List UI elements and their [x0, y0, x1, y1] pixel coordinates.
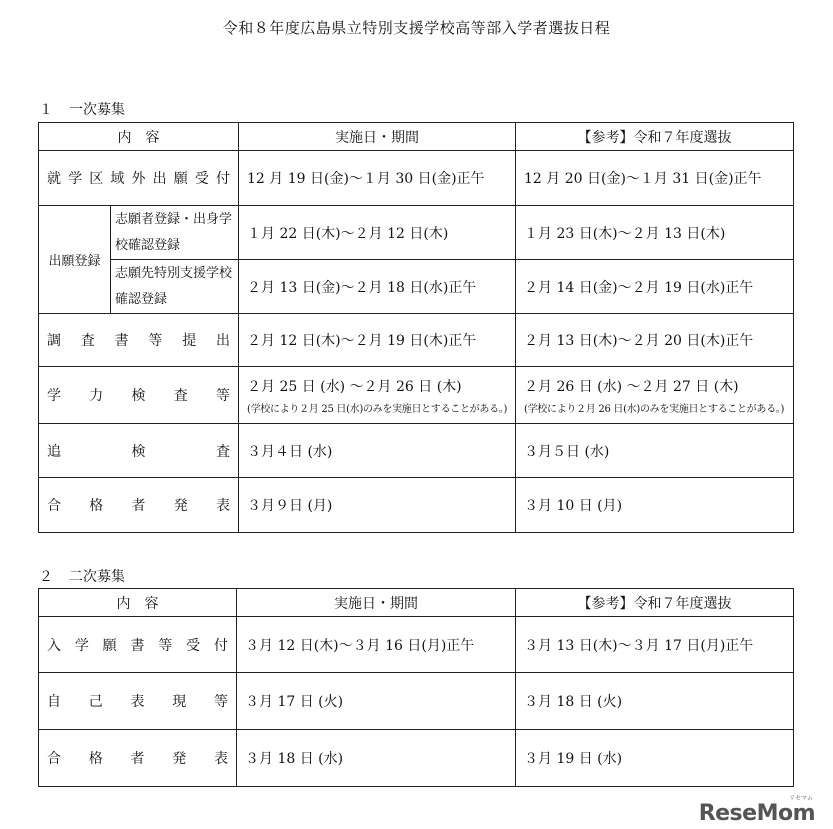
label-char: 表: [130, 694, 145, 710]
first-round-table: [38, 122, 794, 533]
label-char: 区: [89, 171, 104, 187]
table-row: [39, 673, 794, 730]
spaced-label: [47, 385, 230, 405]
section-number: １: [39, 102, 53, 118]
reference-date: ２月 26 日 (水) ～２月 27 日 (木): [524, 378, 739, 395]
row-label: [39, 151, 239, 206]
resemom-logo: [698, 795, 815, 826]
label-char: 受: [186, 637, 201, 654]
reference-date: ２月 14 日(金)～２月 19 日(水)正午: [516, 260, 794, 314]
current-note: (学校により２月 25 日(水)のみを実施日とすることがある。): [247, 403, 508, 415]
section-heading-second: [39, 566, 125, 586]
spaced-label: [47, 330, 230, 350]
current-date: ３月９日 (月): [239, 478, 516, 533]
label-char: 力: [89, 388, 104, 404]
label-char: 己: [88, 694, 103, 710]
header-content: 内 容: [39, 589, 237, 617]
sub-label: 志願先特別支援学校確認登録: [111, 260, 239, 314]
label-char: 調: [47, 333, 61, 349]
sub-label: 志願者登録・出身学校確認登録: [111, 206, 239, 260]
label-char: 出: [152, 171, 167, 187]
label-char: 合: [47, 751, 61, 767]
label-char: 検: [131, 443, 146, 460]
label-char: 発: [172, 751, 187, 767]
section-title: 一次募集: [69, 102, 125, 118]
header-date: 実施日・期間: [237, 589, 516, 617]
current-date: １月 22 日(木)～２月 12 日(木): [239, 206, 516, 260]
label-char: 格: [88, 751, 103, 767]
second-round-table: [38, 588, 794, 787]
label-char: 発: [173, 498, 188, 514]
label-char: 表: [214, 751, 228, 767]
table-header-row: [39, 589, 794, 617]
table-row: [39, 367, 794, 424]
table-row: [39, 151, 794, 206]
current-date: ２月 12 日(木)～２月 19 日(木)正午: [239, 314, 516, 367]
label-char: 者: [131, 498, 146, 514]
table-row: [39, 478, 794, 533]
label-char: 付: [216, 171, 230, 187]
label-char: 外: [131, 171, 146, 187]
header-reference: 【参考】令和７年度選抜: [516, 589, 794, 617]
table-header-row: [39, 123, 794, 151]
row-label: [39, 617, 237, 673]
spaced-label: [47, 691, 228, 711]
header-date: 実施日・期間: [239, 123, 516, 151]
label-char: 入: [47, 637, 61, 654]
table-row: [39, 730, 794, 787]
label-char: 現: [172, 694, 187, 710]
label-char: 学: [68, 171, 83, 187]
section-heading-first: [39, 99, 125, 119]
reference-date: ３月 10 日 (月): [516, 478, 794, 533]
label-char: 願: [102, 637, 117, 654]
label-char: 等: [214, 694, 228, 710]
label-char: 受: [194, 171, 209, 187]
label-char: 査: [80, 333, 95, 349]
label-char: 願: [173, 171, 188, 187]
current-date: ３月 18 日 (水): [237, 730, 516, 787]
label-char: 学: [74, 637, 89, 654]
group-label: 出願登録: [39, 206, 111, 314]
reference-date: １月 23 日(木)～２月 13 日(木): [516, 206, 794, 260]
current-date-cell: [239, 367, 516, 424]
table-row: [39, 424, 794, 478]
spaced-label: [47, 748, 228, 768]
reference-date-cell: [516, 367, 794, 424]
header-reference: 【参考】令和７年度選抜: [516, 123, 794, 151]
label-char: 提: [182, 333, 197, 349]
label-char: 付: [213, 637, 228, 654]
table-row: [39, 314, 794, 367]
current-date: ２月 25 日 (水) ～２月 26 日 (木): [247, 378, 462, 395]
label-char: 自: [47, 694, 61, 710]
reference-date: ３月 13 日(木)～３月 17 日(月)正午: [516, 617, 794, 673]
spaced-label: [47, 441, 230, 461]
label-char: 出: [215, 333, 230, 349]
label-char: 追: [47, 443, 61, 460]
row-label: [39, 730, 237, 787]
row-label: [39, 314, 239, 367]
reference-date: ３月 18 日 (火): [516, 673, 794, 730]
label-char: 就: [47, 171, 61, 187]
label-char: 査: [173, 388, 188, 404]
label-char: 格: [89, 498, 104, 514]
current-date: ２月 13 日(金)～２月 18 日(水)正午: [239, 260, 516, 314]
label-char: 域: [110, 171, 125, 187]
label-char: 書: [130, 637, 145, 654]
reference-date: ２月 13 日(木)～２月 20 日(木)正午: [516, 314, 794, 367]
table-row: [39, 206, 794, 260]
label-char: 等: [148, 333, 163, 349]
table-row: [39, 617, 794, 673]
spaced-label: [47, 635, 228, 655]
logo-text: ReseMom: [698, 801, 815, 826]
label-char: 等: [158, 637, 173, 654]
logo-small-text: リセマム: [789, 795, 813, 802]
row-label: [39, 367, 239, 424]
label-char: 学: [47, 388, 61, 404]
row-label: [39, 673, 237, 730]
section-title: 二次募集: [69, 569, 125, 585]
section-number: ２: [39, 569, 53, 585]
reference-date: 12 月 20 日(金)～１月 31 日(金)正午: [516, 151, 794, 206]
label-char: 書: [114, 333, 129, 349]
label-char: 検: [131, 388, 146, 404]
reference-note: (学校により２月 26 日(水)のみを実施日とすることがある。): [524, 403, 785, 415]
row-label: [39, 478, 239, 533]
page-title: 令和８年度広島県立特別支援学校高等部入学者選抜日程: [222, 19, 611, 37]
row-label: [39, 424, 239, 478]
label-char: 表: [216, 498, 230, 514]
current-date: ３月４日 (水): [239, 424, 516, 478]
spaced-label: [47, 495, 230, 515]
table-row: [39, 260, 794, 314]
label-char: 合: [47, 498, 61, 514]
label-char: 査: [216, 443, 230, 460]
label-char: 者: [130, 751, 145, 767]
reference-date: ３月 19 日 (水): [516, 730, 794, 787]
label-char: 等: [216, 388, 230, 404]
header-content: 内 容: [39, 123, 239, 151]
spaced-label: [47, 168, 230, 188]
current-date: ３月 17 日 (火): [237, 673, 516, 730]
reference-date: ３月５日 (水): [516, 424, 794, 478]
current-date: ３月 12 日(木)～３月 16 日(月)正午: [237, 617, 516, 673]
current-date: 12 月 19 日(金)～１月 30 日(金)正午: [239, 151, 516, 206]
